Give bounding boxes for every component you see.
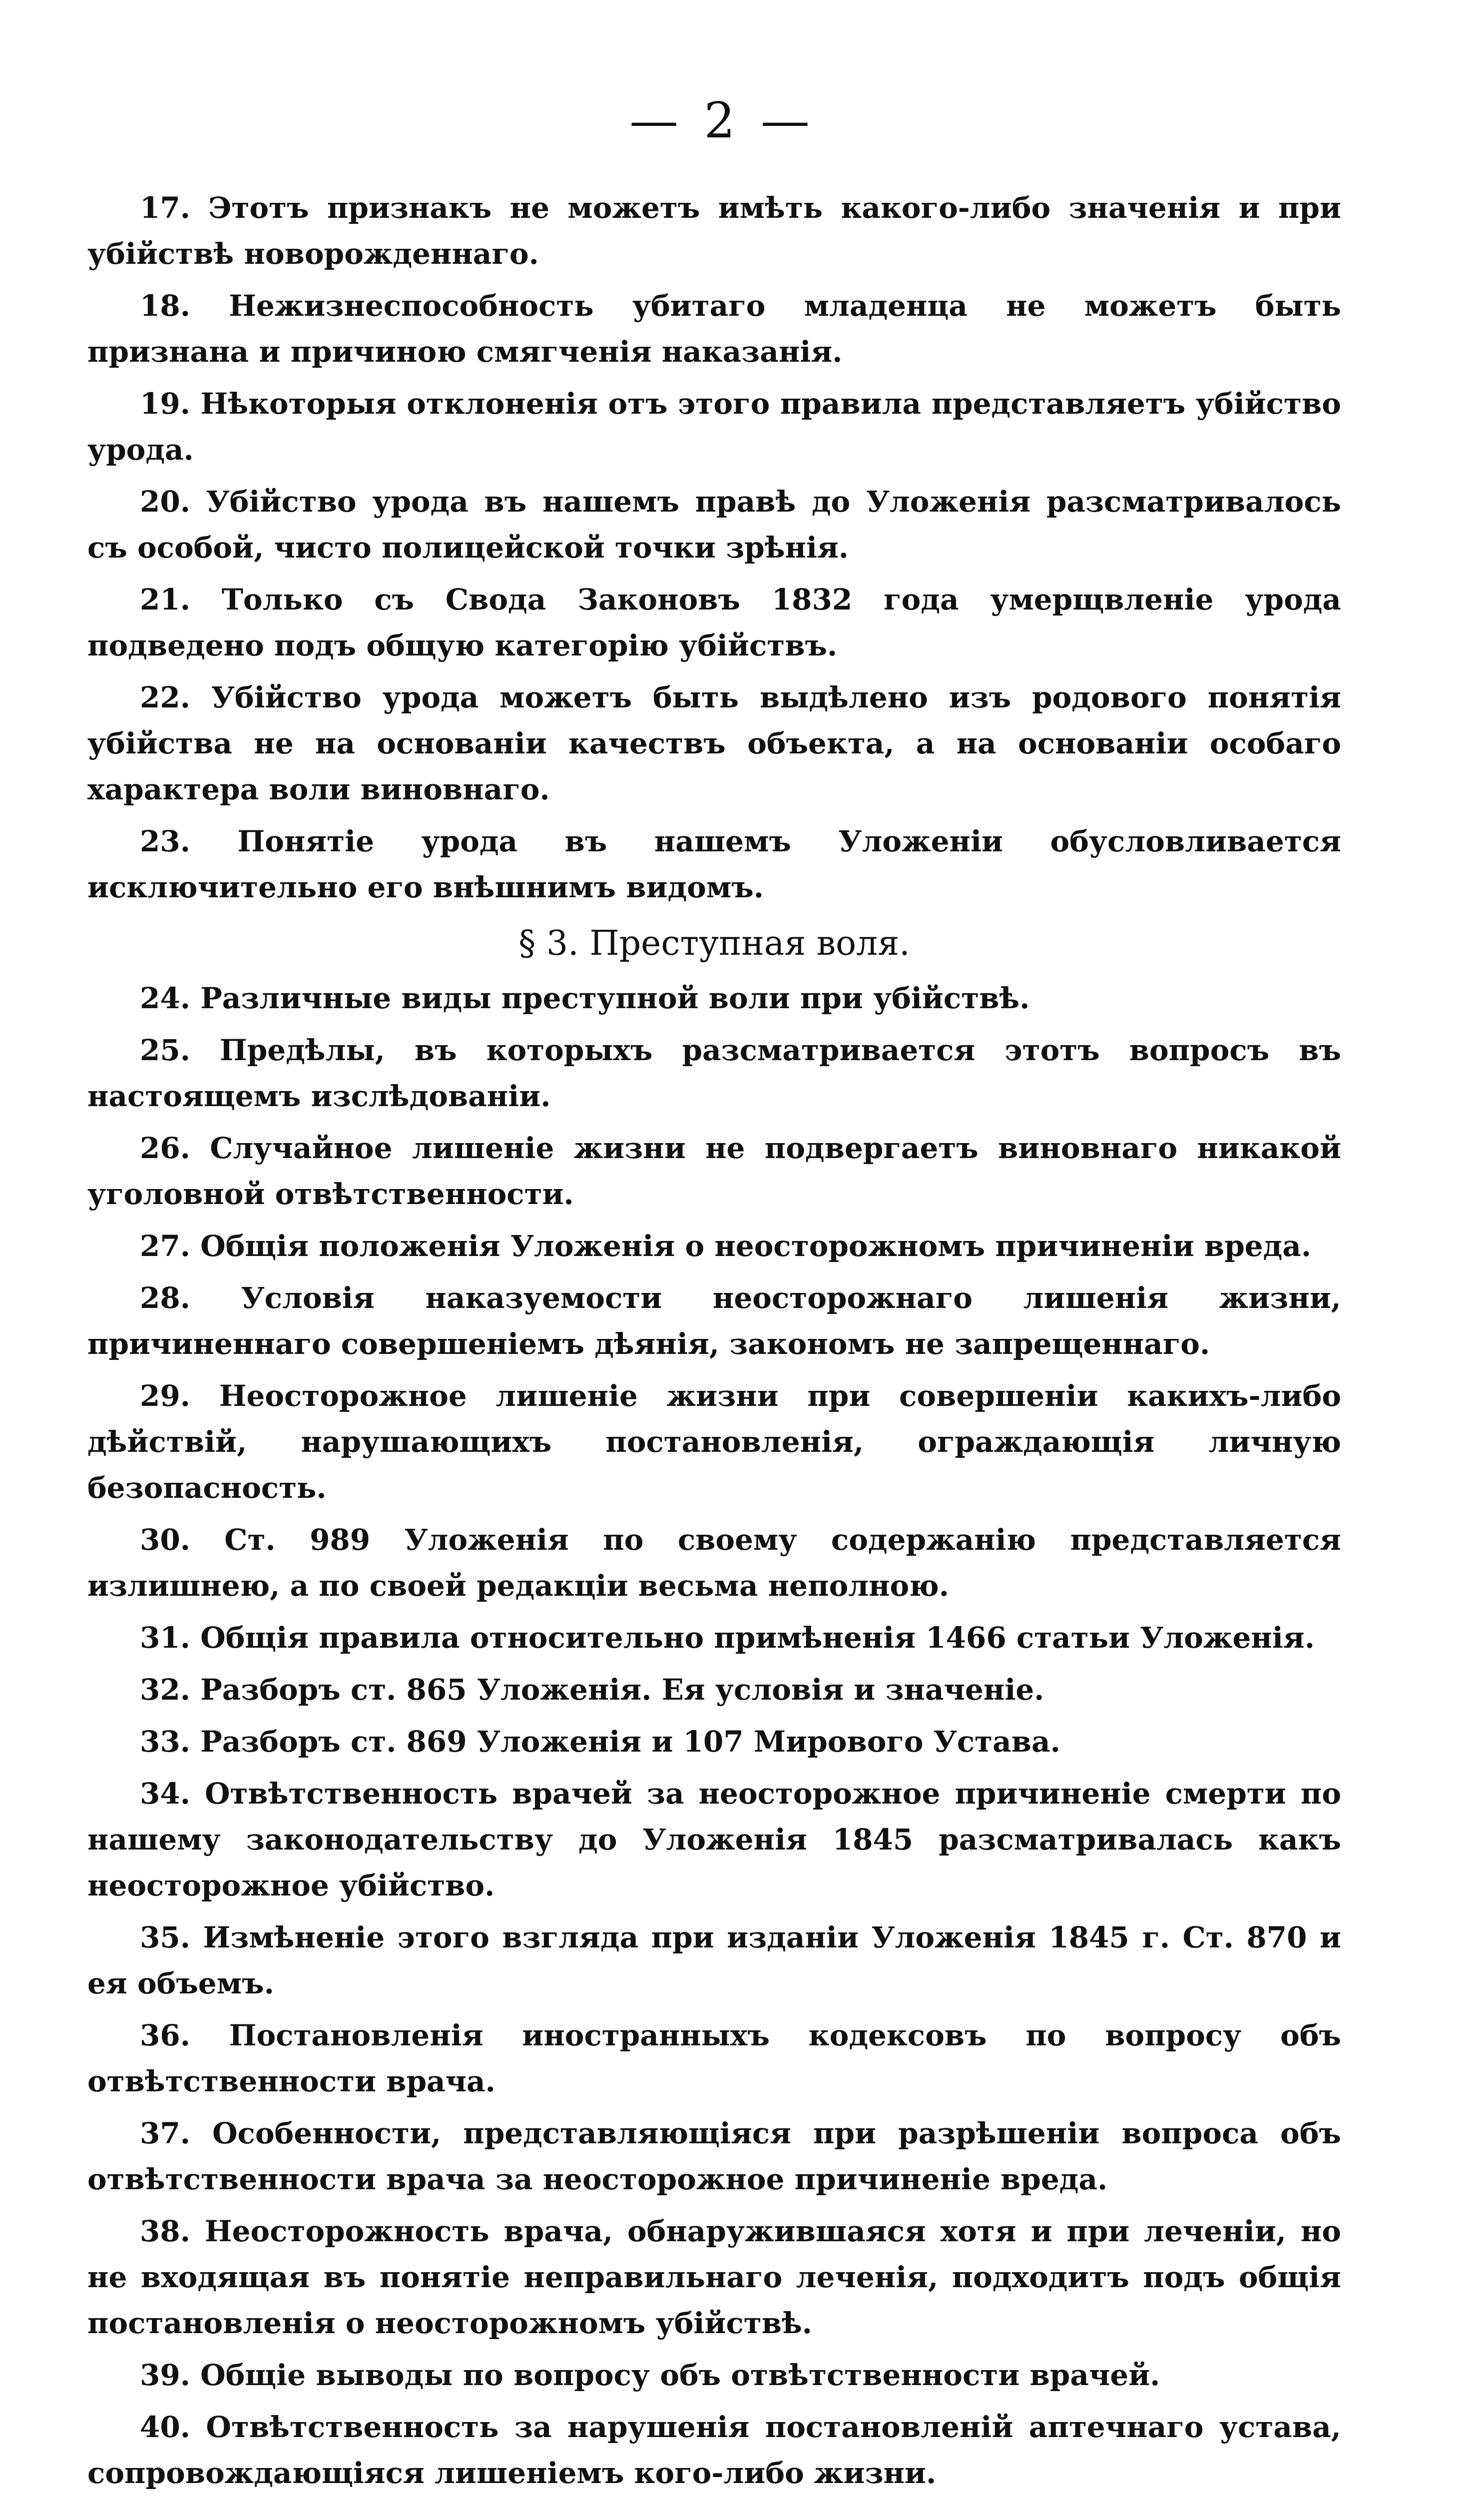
list-item-40: 40. Отвѣтственность за нарушенія постановленій аптечнаго устава, сопровождающіяся лишеніемъ кого-либо жизни. bbox=[87, 2410, 1341, 2490]
list-item-31: 31. Общія правила относительно примѣненія 1466 статьи Уложенія. bbox=[140, 1621, 1315, 1655]
list-item-33: 33. Разборъ ст. 869 Уложенія и 107 Мирового Устава. bbox=[140, 1725, 1060, 1759]
list-item-39: 39. Общіе выводы по вопросу объ отвѣтственности врачей. bbox=[140, 2358, 1160, 2392]
list-item-25: 25. Предѣлы, въ которыхъ разсматривается этотъ вопросъ въ настоящемъ изслѣдованіи. bbox=[87, 1033, 1341, 1113]
list-item-27: 27. Общія положенія Уложенія о неосторожномъ причиненіи вреда. bbox=[140, 1229, 1312, 1263]
list-item-17: 17. Этотъ признакъ не можетъ имѣть какого-либо значенія и при убійствѣ новорожденнаго. bbox=[87, 191, 1341, 271]
list-item-37: 37. Особенности, представляющіяся при разрѣшеніи вопроса объ отвѣтственности врача за неосторожное причиненіе вреда. bbox=[87, 2116, 1341, 2196]
section-heading: § 3. Преступная воля. bbox=[518, 924, 910, 963]
list-item-26: 26. Случайное лишеніе жизни не подвергаетъ виновнаго никакой уголовной отвѣтственности. bbox=[87, 1131, 1341, 1211]
list-item-20: 20. Убійство урода въ нашемъ правѣ до Уложенія разсматривалось съ особой, чисто полицейской точки зрѣнія. bbox=[87, 485, 1341, 565]
list-item-21: 21. Только съ Свода Законовъ 1832 года умерщвленіе урода подведено подъ общую категорію убійствъ. bbox=[87, 583, 1341, 662]
page-number: — 2 — bbox=[629, 92, 815, 149]
page-body bbox=[87, 185, 1341, 2498]
list-item-18: 18. Нежизнеспособность убитаго младенца не можетъ быть признана и причиною смягченія наказанія. bbox=[87, 289, 1341, 369]
list-item-36: 36. Постановленія иностранныхъ кодексовъ по вопросу объ отвѣтственности врача. bbox=[87, 2018, 1341, 2098]
list-item-30: 30. Ст. 989 Уложенія по своему содержанію представляется излишнею, а по своей редакціи весьма неполною. bbox=[87, 1523, 1341, 1603]
list-item-24: 24. Различные виды преступной воли при убійствѣ. bbox=[140, 981, 1030, 1015]
list-item-22: 22. Убійство урода можетъ быть выдѣлено изъ родового понятія убійства не на основаніи качествъ объекта, а на основаніи особаго характера воли виновнаго. bbox=[87, 680, 1341, 806]
list-item-23: 23. Понятіе урода въ нашемъ Уложеніи обусловливается исключительно его внѣшнимъ видомъ. bbox=[87, 824, 1341, 904]
list-item-29: 29. Неосторожное лишеніе жизни при совершеніи какихъ-либо дѣйствій, нарушающихъ постановленія, ограждающія личную безопасность. bbox=[87, 1379, 1341, 1505]
list-item-32: 32. Разборъ ст. 865 Уложенія. Ея условія и значеніе. bbox=[140, 1673, 1044, 1707]
list-item-28: 28. Условія наказуемости неосторожнаго лишенія жизни, причиненнаго совершеніемъ дѣянія, закономъ не запрещеннаго. bbox=[87, 1281, 1341, 1361]
list-item-35: 35. Измѣненіе этого взгляда при изданіи Уложенія 1845 г. Ст. 870 и ея объемъ. bbox=[87, 1920, 1341, 2000]
list-item-38: 38. Неосторожность врача, обнаружившаяся хотя и при леченіи, но не входящая въ понятіе неправильнаго леченія, подходитъ подъ общія постановленія о неосторожномъ убійствѣ. bbox=[87, 2214, 1341, 2340]
list-item-34: 34. Отвѣтственность врачей за неосторожное причиненіе смерти по нашему законодательству до Уложенія 1845 разсматривалась какъ неосторожное убійство. bbox=[87, 1777, 1341, 1902]
list-item-19: 19. Нѣкоторыя отклоненія отъ этого правила представляетъ убійство урода. bbox=[87, 387, 1341, 467]
